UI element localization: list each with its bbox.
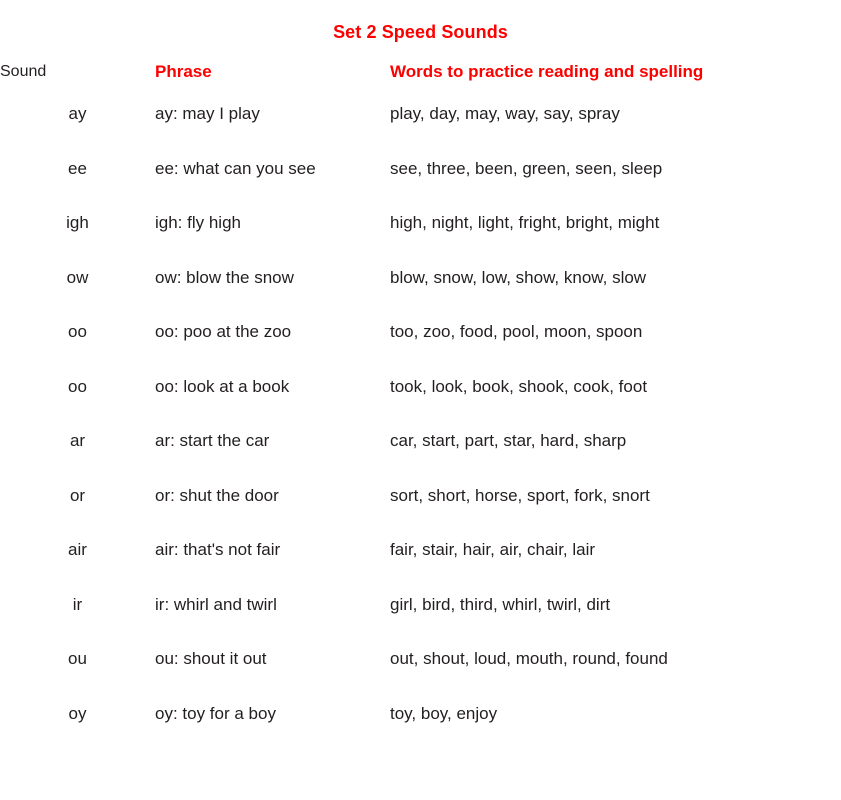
cell-sound: ay bbox=[68, 104, 87, 124]
cell-words: fair, stair, hair, air, chair, lair bbox=[390, 540, 596, 560]
table-row bbox=[0, 251, 841, 306]
cell-sound: ou bbox=[68, 649, 87, 669]
cell-sound: oo bbox=[68, 322, 87, 342]
cell-phrase: ou: shout it out bbox=[155, 649, 267, 669]
cell-phrase: ar: start the car bbox=[155, 431, 270, 451]
table-row bbox=[0, 578, 841, 633]
cell-phrase: oy: toy for a boy bbox=[155, 703, 276, 723]
cell-words: see, three, been, green, seen, sleep bbox=[390, 158, 663, 178]
cell-words: high, night, light, fright, bright, might bbox=[390, 213, 660, 233]
cell-sound: ir bbox=[72, 594, 83, 614]
column-header-words: Words to practice reading and spelling bbox=[390, 62, 704, 81]
cell-words: blow, snow, low, show, know, slow bbox=[390, 267, 647, 287]
table-row bbox=[0, 196, 841, 251]
column-header-sound: Sound bbox=[0, 63, 47, 80]
table-row bbox=[0, 142, 841, 197]
cell-words: took, look, book, shook, cook, foot bbox=[390, 376, 648, 396]
table-row bbox=[0, 305, 841, 360]
cell-phrase: ay: may I play bbox=[155, 104, 260, 124]
cell-phrase: oo: look at a book bbox=[155, 376, 290, 396]
cell-words: play, day, may, way, say, spray bbox=[390, 104, 620, 124]
column-header-phrase: Phrase bbox=[155, 62, 212, 81]
cell-phrase: or: shut the door bbox=[155, 485, 279, 505]
cell-sound: or bbox=[69, 485, 86, 505]
page-title: Set 2 Speed Sounds bbox=[333, 22, 508, 42]
cell-phrase: air: that's not fair bbox=[155, 540, 281, 560]
speed-sounds-table bbox=[0, 57, 841, 741]
table-row bbox=[0, 87, 841, 142]
cell-words: too, zoo, food, pool, moon, spoon bbox=[390, 322, 643, 342]
cell-words: car, start, part, star, hard, sharp bbox=[390, 431, 627, 451]
cell-phrase: oo: poo at the zoo bbox=[155, 322, 292, 342]
table-row bbox=[0, 687, 841, 742]
table-row bbox=[0, 523, 841, 578]
cell-sound: ow bbox=[66, 267, 89, 287]
table-row bbox=[0, 632, 841, 687]
table-row bbox=[0, 414, 841, 469]
cell-sound: igh bbox=[66, 213, 89, 233]
cell-words: out, shout, loud, mouth, round, found bbox=[390, 649, 668, 669]
cell-phrase: ow: blow the snow bbox=[155, 267, 294, 287]
cell-sound: air bbox=[68, 540, 87, 560]
table-row bbox=[0, 469, 841, 524]
cell-words: toy, boy, enjoy bbox=[390, 703, 498, 723]
cell-sound: oo bbox=[68, 376, 87, 396]
table-row bbox=[0, 360, 841, 415]
cell-sound: ar bbox=[69, 431, 86, 451]
cell-phrase: ir: whirl and twirl bbox=[155, 594, 277, 614]
cell-phrase: ee: what can you see bbox=[155, 158, 316, 178]
table-body bbox=[0, 87, 841, 741]
cell-phrase: igh: fly high bbox=[155, 213, 241, 233]
cell-sound: oy bbox=[68, 703, 87, 723]
speed-sounds-page bbox=[0, 22, 841, 800]
table-header bbox=[0, 57, 841, 87]
cell-sound: ee bbox=[68, 158, 87, 178]
cell-words: sort, short, horse, sport, fork, snort bbox=[390, 485, 650, 505]
cell-words: girl, bird, third, whirl, twirl, dirt bbox=[390, 594, 611, 614]
